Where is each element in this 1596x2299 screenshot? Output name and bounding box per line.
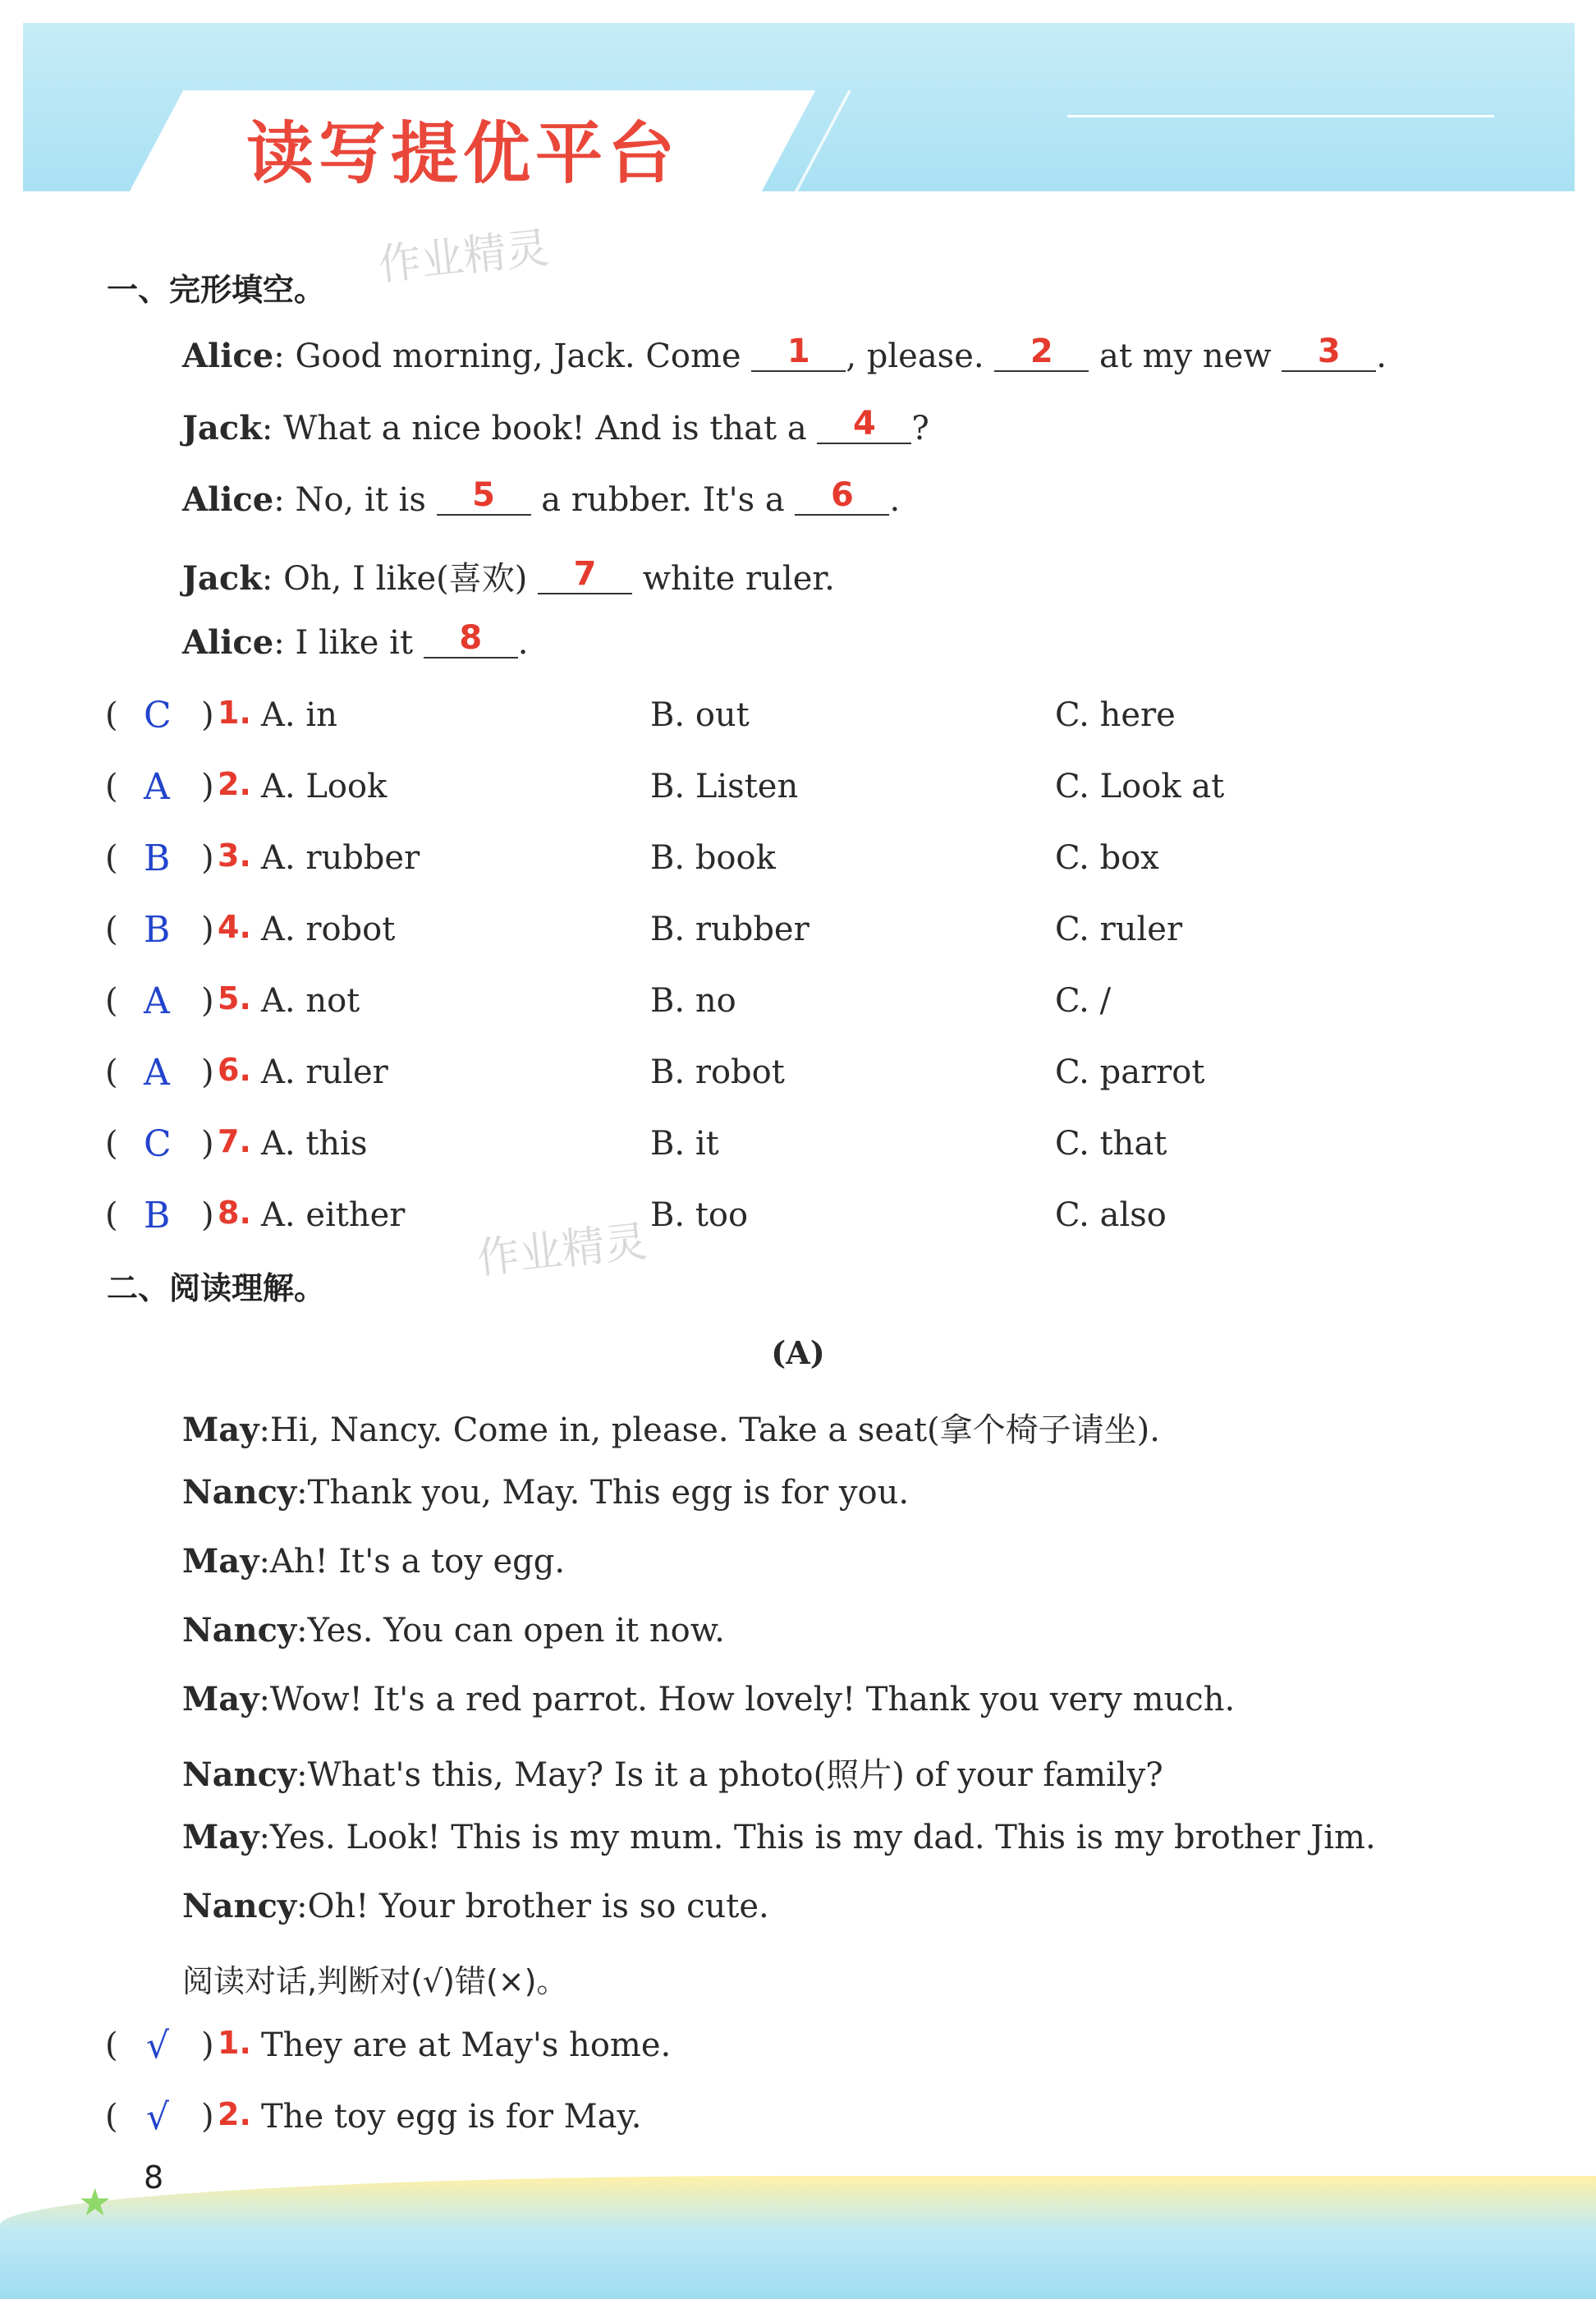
blank-3: 3 xyxy=(1282,333,1376,372)
dialogue-text: Wow! It's a red parrot. How lovely! Thank you very much. xyxy=(269,1681,1236,1719)
answer-mark: √ xyxy=(146,2025,170,2067)
option-b: B. it xyxy=(650,1125,719,1163)
dialogue-text: Yes. You can open it now. xyxy=(307,1612,725,1650)
question-number: 1. xyxy=(218,695,251,731)
star-icon: ★ xyxy=(78,2180,112,2224)
section-heading-reading: 二、阅读理解。 xyxy=(107,1270,326,1306)
dialogue-text: No, it is xyxy=(295,481,437,519)
answer-mark: A xyxy=(144,766,170,808)
dialogue-text: Hi, Nancy. Come in, please. Take a seat(拿个椅子请坐). xyxy=(269,1411,1160,1449)
dialogue-text: a rubber. It's a xyxy=(530,481,796,519)
option-b: B. Listen xyxy=(650,768,799,805)
question-number: 6. xyxy=(218,1052,251,1088)
question-number: 1. xyxy=(218,2025,251,2061)
question-number: 5. xyxy=(218,980,251,1016)
question-number: 4. xyxy=(218,909,251,945)
answer-mark: C xyxy=(144,1123,172,1165)
question-number: 3. xyxy=(218,837,251,874)
dialogue-text: , please. xyxy=(846,337,995,375)
speaker-name: May xyxy=(182,1542,259,1581)
dialogue-text: ? xyxy=(911,410,929,447)
dialogue-text: at my new xyxy=(1089,337,1282,375)
option-c: C. ruler xyxy=(1055,911,1183,948)
option-a: A. not xyxy=(261,982,360,1020)
speaker-name: Alice xyxy=(182,480,274,519)
dialogue-text: I like it xyxy=(295,624,424,662)
option-b: B. book xyxy=(650,839,776,877)
dialogue-line: May:Wow! It's a red parrot. How lovely! Thank you very much. xyxy=(182,1680,1236,1719)
answer-mark: √ xyxy=(146,2096,170,2138)
speaker-name: May xyxy=(182,1818,259,1856)
blank-6: 6 xyxy=(795,476,889,516)
option-c: C. here xyxy=(1055,696,1176,734)
option-a: A. Look xyxy=(261,768,388,805)
dialogue-line: Jack: What a nice book! And is that a 4 ? xyxy=(182,405,929,447)
dialogue-line: Alice: I like it 8 . xyxy=(182,619,529,662)
blank-5: 5 xyxy=(437,476,531,516)
dialogue-text: . xyxy=(517,624,529,662)
blank-1: 1 xyxy=(751,333,846,372)
speaker-name: Jack xyxy=(182,409,262,447)
option-a: A. this xyxy=(261,1125,368,1163)
option-c: C. also xyxy=(1055,1196,1167,1234)
page-title: 读写提优平台 xyxy=(246,115,681,193)
dialogue-text: . xyxy=(1376,337,1387,375)
dialogue-line: Nancy:Thank you, May. This egg is for you. xyxy=(182,1473,910,1512)
statement-text: They are at May's home. xyxy=(261,2026,672,2064)
dialogue-text: What's this, May? Is it a photo(照片) of your family? xyxy=(307,1756,1163,1794)
blank-8: 8 xyxy=(424,619,518,658)
option-a: A. either xyxy=(261,1196,406,1234)
option-c: C. Look at xyxy=(1055,768,1225,805)
answer-mark: A xyxy=(144,980,170,1022)
blank-2: 2 xyxy=(994,333,1089,372)
speaker-name: Nancy xyxy=(182,1755,297,1794)
dialogue-text: white ruler. xyxy=(632,560,835,598)
option-c: C. box xyxy=(1055,839,1159,877)
dialogue-text: Yes. Look! This is my mum. This is my dad. This is my brother Jim. xyxy=(269,1819,1376,1856)
option-b: B. robot xyxy=(650,1053,785,1091)
option-b: B. too xyxy=(650,1196,749,1234)
footer-wave xyxy=(0,2176,1596,2299)
speaker-name: Nancy xyxy=(182,1611,297,1650)
question-number: 2. xyxy=(218,2096,251,2132)
option-c: C. that xyxy=(1055,1125,1167,1163)
answer-mark: B xyxy=(144,837,171,879)
option-a: A. in xyxy=(261,696,337,734)
option-a: A. ruler xyxy=(261,1053,388,1091)
option-c: C. parrot xyxy=(1055,1053,1205,1091)
speaker-name: Nancy xyxy=(182,1473,297,1512)
answer-mark: C xyxy=(144,695,172,737)
answer-mark: B xyxy=(144,1195,171,1237)
dialogue-text: What a nice book! And is that a xyxy=(283,410,818,447)
speaker-name: Jack xyxy=(182,559,262,598)
dialogue-text: . xyxy=(889,481,901,519)
option-b: B. out xyxy=(650,696,750,734)
dialogue-text: Good morning, Jack. Come xyxy=(295,337,752,375)
blank-4: 4 xyxy=(817,405,911,444)
dialogue-line: Alice: No, it is 5 a rubber. It's a 6 . xyxy=(182,476,901,519)
option-a: A. robot xyxy=(261,911,396,948)
speaker-name: May xyxy=(182,1680,259,1719)
speaker-name: Alice xyxy=(182,337,274,375)
instruction: 阅读对话,判断对(√)错(×)。 xyxy=(182,1963,568,1999)
speaker-name: May xyxy=(182,1411,259,1449)
statement-text: The toy egg is for May. xyxy=(261,2098,642,2136)
option-c: C. / xyxy=(1055,982,1112,1020)
speaker-name: Alice xyxy=(182,623,274,662)
watermark: 作业精灵 xyxy=(475,1217,650,1284)
banner-line xyxy=(1067,115,1494,117)
passage-label: (A) xyxy=(771,1334,825,1371)
dialogue-line: Alice: Good morning, Jack. Come 1 , please. 2 at my new 3 . xyxy=(182,333,1387,375)
speaker-name: Nancy xyxy=(182,1887,297,1925)
blank-7: 7 xyxy=(538,555,632,594)
dialogue-line: Jack: Oh, I like(喜欢) 7 white ruler. xyxy=(182,555,835,598)
watermark: 作业精灵 xyxy=(376,223,552,291)
question-number: 8. xyxy=(218,1195,251,1231)
dialogue-line: May:Yes. Look! This is my mum. This is my dad. This is my brother Jim. xyxy=(182,1818,1376,1856)
answer-mark: B xyxy=(144,909,171,951)
question-number: 2. xyxy=(218,766,251,802)
dialogue-text: Thank you, May. This egg is for you. xyxy=(307,1474,910,1512)
dialogue-line: Nancy:Oh! Your brother is so cute. xyxy=(182,1887,769,1925)
dialogue-text: Oh! Your brother is so cute. xyxy=(307,1888,769,1925)
page-number: 8 xyxy=(144,2159,164,2196)
dialogue-text: Oh, I like(喜欢) xyxy=(283,560,539,598)
option-b: B. rubber xyxy=(650,911,809,948)
question-number: 7. xyxy=(218,1123,251,1159)
option-b: B. no xyxy=(650,982,736,1020)
dialogue-line: May:Ah! It's a toy egg. xyxy=(182,1542,566,1581)
dialogue-line: Nancy:What's this, May? Is it a photo(照片) of your family? xyxy=(182,1755,1163,1794)
dialogue-line: Nancy:Yes. You can open it now. xyxy=(182,1611,725,1650)
answer-mark: A xyxy=(144,1052,170,1094)
option-a: A. rubber xyxy=(261,839,420,877)
dialogue-text: Ah! It's a toy egg. xyxy=(269,1543,566,1581)
dialogue-line: May:Hi, Nancy. Come in, please. Take a seat(拿个椅子请坐). xyxy=(182,1411,1160,1449)
section-heading-cloze: 一、完形填空。 xyxy=(107,272,326,308)
